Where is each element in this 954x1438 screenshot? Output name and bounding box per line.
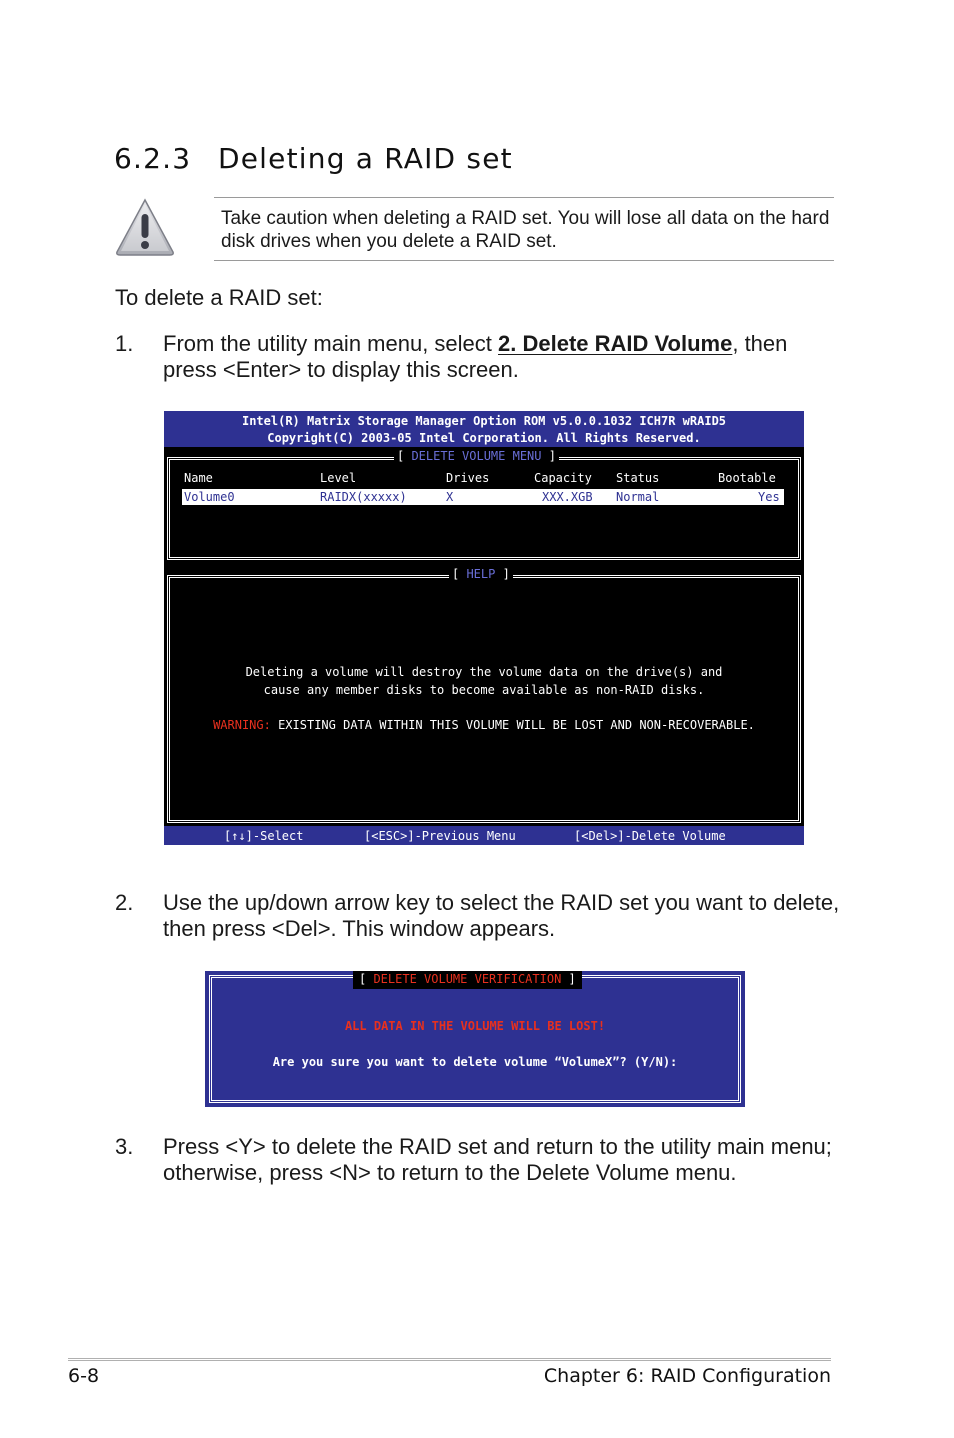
section-heading <box>114 142 513 175</box>
verification-title: [ DELETE VOLUME VERIFICATION ] <box>353 971 582 989</box>
column-header-capacity: Capacity <box>534 471 592 485</box>
verification-alert: ALL DATA IN THE VOLUME WILL BE LOST! <box>344 1019 606 1033</box>
volume-drives: X <box>446 490 454 504</box>
warning-text: EXISTING DATA WITHIN THIS VOLUME WILL BE LOST AND NON-RECOVERABLE. <box>270 718 755 732</box>
delete-volume-menu-title: [ DELETE VOLUME MENU ] <box>394 449 559 463</box>
verification-question: Are you sure you want to delete volume “VolumeX”? (Y/N): <box>272 1055 678 1069</box>
intro-text: To delete a RAID set: <box>115 285 323 310</box>
footer-divider <box>68 1358 831 1361</box>
column-header-bootable: Bootable <box>718 471 776 485</box>
help-line-2: cause any member disks to become available as non-RAID disks. <box>263 683 705 697</box>
delete-verification-dialog <box>205 971 745 1107</box>
caution-note <box>214 197 834 261</box>
step-3-text: Press <Y> to delete the RAID set and return to the utility main menu; otherwise, press <N> to return to the Delete Volume menu. <box>163 1134 832 1185</box>
menu-option-delete-raid-volume: 2. Delete RAID Volume <box>498 331 733 356</box>
page-number: 6-8 <box>68 1365 100 1387</box>
key-select: [↑↓]-Select <box>224 829 304 843</box>
warning-triangle-icon <box>114 197 176 257</box>
help-panel-title: [ HELP ] <box>449 567 513 581</box>
step-2-number: 2. <box>115 890 134 915</box>
help-line-1: Deleting a volume will destroy the volume data on the drive(s) and <box>245 665 723 679</box>
key-delete-volume: [<Del>]-Delete Volume <box>574 829 726 843</box>
verification-frame <box>209 975 741 1103</box>
section-title: Deleting a RAID set <box>218 142 513 175</box>
step-3-number: 3. <box>115 1134 134 1159</box>
key-previous-menu: [<ESC>]-Previous Menu <box>364 829 516 843</box>
bios-key-legend <box>164 826 804 845</box>
column-header-name: Name <box>184 471 213 485</box>
bios-header-copyright: Copyright(C) 2003-05 Intel Corporation. All Rights Reserved. <box>267 431 701 445</box>
bios-header-title: Intel(R) Matrix Storage Manager Option ROM v5.0.0.1032 ICH7R wRAID5 <box>241 414 727 428</box>
bios-delete-volume-screen <box>164 411 804 845</box>
chapter-title: Chapter 6: RAID Configuration <box>543 1365 831 1387</box>
step-1-text: From the utility main menu, select 2. Delete RAID Volume, then press <Enter> to display this screen. <box>163 331 788 382</box>
caution-text: Take caution when deleting a RAID set. You will lose all data on the hard disk drives when you delete a RAID set. <box>221 208 830 252</box>
step-2-text: Use the up/down arrow key to select the RAID set you want to delete, then press <Del>. This window appears. <box>163 890 840 941</box>
volume-status: Normal <box>616 490 660 504</box>
volume-name: Volume0 <box>184 490 235 504</box>
volume-capacity: XXX.XGB <box>542 490 593 504</box>
section-number: 6.2.3 <box>114 142 192 175</box>
volume-level: RAIDX(xxxxx) <box>320 490 407 504</box>
column-header-drives: Drives <box>446 471 490 485</box>
volume-bootable: Yes <box>758 490 780 504</box>
help-warning <box>164 718 804 732</box>
volume-row-selected[interactable] <box>182 489 784 505</box>
bios-header <box>164 411 804 447</box>
column-header-level: Level <box>320 471 357 485</box>
warning-label: WARNING: <box>213 718 271 732</box>
help-panel <box>167 575 801 823</box>
column-header-status: Status <box>616 471 660 485</box>
step-1-number: 1. <box>115 331 134 356</box>
